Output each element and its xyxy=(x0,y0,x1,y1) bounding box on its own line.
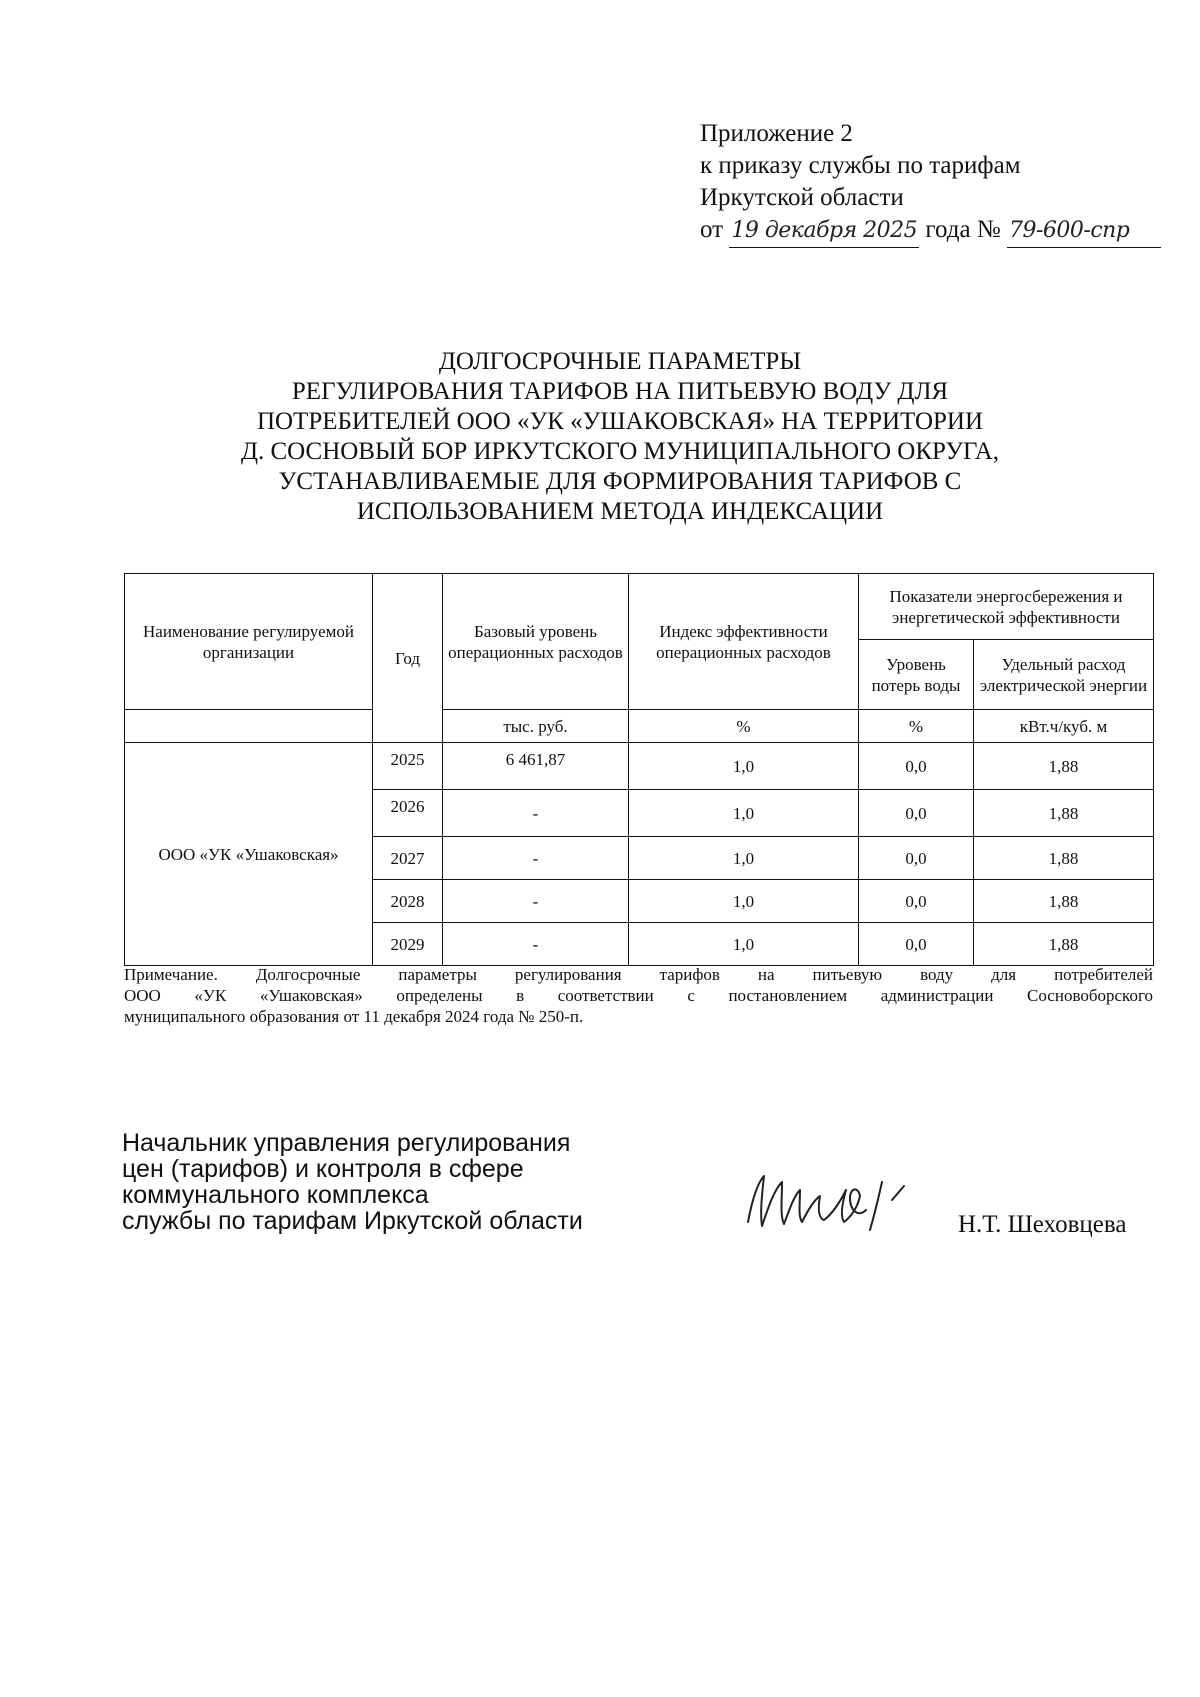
handwritten-date: 19 декабря 2025 xyxy=(729,215,919,248)
position-line-1: Начальник управления регулирования xyxy=(122,1129,571,1157)
row-index: 1,0 xyxy=(629,880,859,923)
row-base: - xyxy=(443,790,629,837)
signatory-name: Н.Т. Шеховцева xyxy=(958,1211,1127,1238)
signature-stroke xyxy=(748,1176,904,1230)
unit-org-empty xyxy=(125,710,373,743)
title-line-3: ПОТРЕБИТЕЛЕЙ ООО «УК «УШАКОВСКАЯ» НА ТЕРРИТОРИИ xyxy=(256,408,984,435)
header-base: Базовый уровень операционных расходов xyxy=(443,574,629,710)
row-losses: 0,0 xyxy=(859,743,974,790)
row-losses: 0,0 xyxy=(859,880,974,923)
unit-index: % xyxy=(629,710,859,743)
header-year: Год xyxy=(373,574,443,743)
header-energy-group: Показатели энергосбережения и энергетической эффективности xyxy=(859,574,1154,640)
row-year: 2029 xyxy=(373,923,443,966)
row-electricity: 1,88 xyxy=(974,790,1154,837)
row-losses: 0,0 xyxy=(859,790,974,837)
header-index: Индекс эффективности операционных расходов xyxy=(629,574,859,710)
row-base: - xyxy=(443,923,629,966)
appendix-line-1: Приложение 2 xyxy=(700,120,853,147)
header-losses: Уровень потерь воды xyxy=(859,640,974,710)
table-note xyxy=(124,964,1153,1027)
row-index: 1,0 xyxy=(629,790,859,837)
row-losses: 0,0 xyxy=(859,923,974,966)
unit-base: тыс. руб. xyxy=(443,710,629,743)
row-year: 2026 xyxy=(373,790,443,837)
date-prefix: от xyxy=(700,216,724,243)
tariff-parameters-table xyxy=(124,573,1154,966)
title-line-6: ИСПОЛЬЗОВАНИЕМ МЕТОДА ИНДЕКСАЦИИ xyxy=(356,498,884,525)
row-losses: 0,0 xyxy=(859,837,974,880)
row-year: 2027 xyxy=(373,837,443,880)
header-org: Наименование регулируемой организации xyxy=(125,574,373,710)
title-line-4: Д. СОСНОВЫЙ БОР ИРКУТСКОГО МУНИЦИПАЛЬНОГО ОКРУГА, xyxy=(240,438,1000,465)
handwritten-number: 79-600-спр xyxy=(1007,215,1161,248)
row-index: 1,0 xyxy=(629,743,859,790)
appendix-reference xyxy=(700,118,1161,248)
position-line-4: службы по тарифам Иркутской области xyxy=(122,1207,583,1235)
title-line-5: УСТАНАВЛИВАЕМЫЕ ДЛЯ ФОРМИРОВАНИЯ ТАРИФОВ С xyxy=(278,468,962,495)
appendix-line-4 xyxy=(700,214,1161,248)
row-year: 2028 xyxy=(373,880,443,923)
title-line-1: ДОЛГОСРОЧНЫЕ ПАРАМЕТРЫ xyxy=(438,348,802,375)
unit-electricity: кВт.ч/куб. м xyxy=(974,710,1154,743)
appendix-line-2: к приказу службы по тарифам xyxy=(700,152,1021,179)
position-line-3: коммунального комплекса xyxy=(122,1181,429,1209)
row-index: 1,0 xyxy=(629,837,859,880)
note-line-3: муниципального образования от 11 декабря 2024 года № 250-п. xyxy=(124,1007,584,1026)
note-line-1: Примечание. Долгосрочные параметры регулирования тарифов на питьевую воду для потребителей xyxy=(124,965,1153,984)
document-title xyxy=(200,347,1040,527)
row-year: 2025 xyxy=(373,743,443,790)
row-electricity: 1,88 xyxy=(974,837,1154,880)
header-electricity: Удельный расход электрической энергии xyxy=(974,640,1154,710)
number-prefix: года № xyxy=(925,216,1001,243)
table-row xyxy=(125,743,1154,790)
row-base: - xyxy=(443,880,629,923)
row-electricity: 1,88 xyxy=(974,923,1154,966)
row-base: 6 461,87 xyxy=(443,743,629,790)
row-electricity: 1,88 xyxy=(974,743,1154,790)
appendix-line-3: Иркутской области xyxy=(700,184,904,211)
row-electricity: 1,88 xyxy=(974,880,1154,923)
signatory-position xyxy=(122,1130,583,1234)
title-line-2: РЕГУЛИРОВАНИЯ ТАРИФОВ НА ПИТЬЕВУЮ ВОДУ ДЛЯ xyxy=(291,378,949,405)
row-index: 1,0 xyxy=(629,923,859,966)
note-line-2: ООО «УК «Ушаковская» определены в соответствии с постановлением администрации Сосновоборского xyxy=(124,986,1153,1005)
position-line-2: цен (тарифов) и контроля в сфере xyxy=(122,1155,524,1183)
unit-losses: % xyxy=(859,710,974,743)
handwritten-signature xyxy=(742,1160,922,1240)
row-base: - xyxy=(443,837,629,880)
organization-name: ООО «УК «Ушаковская» xyxy=(125,743,373,966)
